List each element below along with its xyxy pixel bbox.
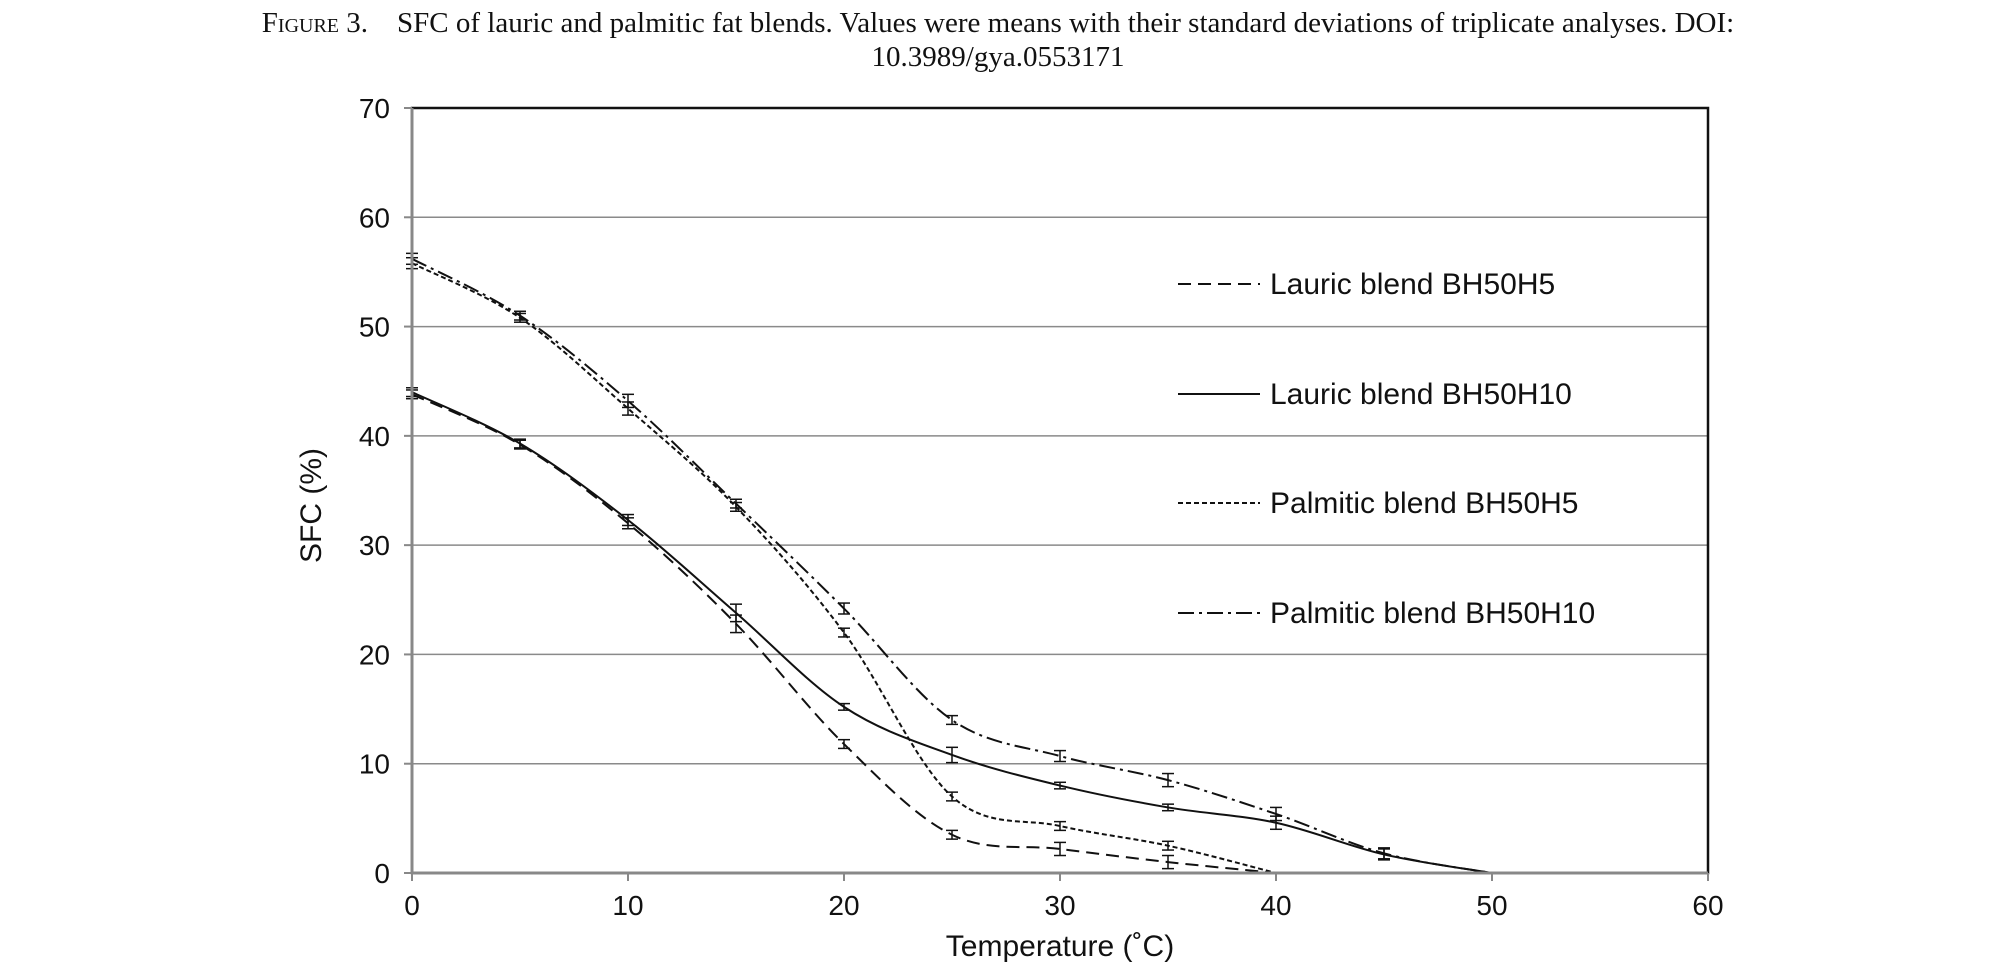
legend-item-2 [1178,378,1572,411]
error-bar [838,628,850,637]
x-tick-label: 50 [1476,890,1508,921]
error-bar [946,830,958,839]
series-line-4 [412,259,1492,873]
legend-label: Lauric blend BH50H5 [1270,268,1556,301]
y-tick-label: 30 [358,530,390,562]
legend-label: Palmitic blend BH50H5 [1270,487,1579,520]
x-tick-label: 30 [1044,890,1076,921]
x-tick-label: 40 [1260,890,1292,921]
x-tick-label: 20 [828,890,860,921]
legend [1178,268,1595,630]
x-tick-label: 60 [1692,890,1724,921]
legend-item-4 [1178,597,1595,630]
y-tick-label: 20 [358,639,390,671]
figure-label: Figure 3. [261,7,369,39]
x-tick-label: 0 [404,890,420,921]
series-line-3 [412,263,1276,873]
y-tick-label: 50 [358,311,390,343]
error-bar [1162,774,1174,787]
error-bar [1054,751,1066,762]
legend-item-3 [1178,487,1578,520]
y-tick-label: 60 [358,202,390,234]
legend-label: Palmitic blend BH50H10 [1270,597,1596,630]
y-tick-label: 0 [374,858,390,889]
x-axis-label: Temperature (˚C) [945,930,1175,963]
y-tick-label: 10 [358,748,390,780]
legend-item-1 [1178,268,1555,301]
error-bar [1162,841,1174,850]
error-bar [730,604,742,621]
error-bars [406,253,1390,868]
caption-doi: 10.3989/gya.0553171 [871,41,1125,73]
y-tick-label: 40 [358,420,390,452]
y-tick-label: 70 [358,93,390,124]
caption-text: SFC of lauric and palmitic fat blends. Values were means with their standard deviations of triplicate analyses. DOI: [397,7,1735,39]
series-lines [412,259,1492,873]
legend-label: Lauric blend BH50H10 [1270,378,1572,411]
error-bar [1270,807,1282,820]
x-tick-label: 10 [612,890,644,921]
y-axis-label: SFC (%) [295,448,328,563]
error-bar [946,747,958,762]
